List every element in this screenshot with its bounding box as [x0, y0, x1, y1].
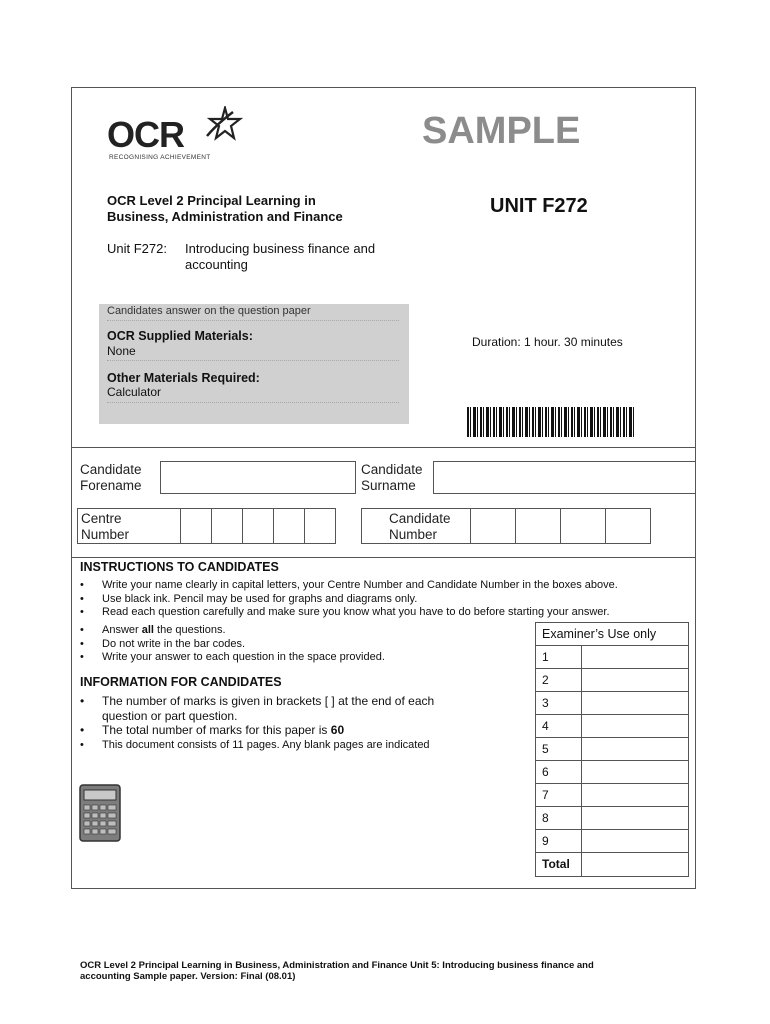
centre-digit-box[interactable] — [273, 508, 305, 544]
information-heading: INFORMATION FOR CANDIDATES — [80, 675, 282, 689]
examiner-total-row — [535, 852, 689, 877]
question-number: 7 — [542, 788, 549, 802]
footer-line-2: accounting Sample paper. Version: Final (08.01) — [80, 971, 296, 982]
surname-label-1: Candidate — [361, 462, 423, 477]
candnum-digit-box[interactable] — [470, 508, 516, 544]
unit-title-line-1: Introducing business finance and — [185, 241, 376, 256]
instruction-item-answer-all: • Answer all the questions. — [72, 624, 512, 638]
examiner-row — [535, 691, 689, 715]
surname-input[interactable] — [433, 461, 695, 494]
candnum-label-box — [361, 508, 471, 544]
surname-label-box — [356, 461, 433, 494]
qualification-title — [107, 193, 343, 225]
instruction-item: • Do not write in the bar codes. — [72, 638, 512, 652]
candnum-label-2: Number — [389, 527, 438, 542]
logo-wordmark: OCR — [107, 114, 184, 155]
examiner-row — [535, 714, 689, 738]
information-list — [72, 694, 512, 752]
ocr-logo — [107, 108, 237, 164]
centre-label-box — [77, 508, 181, 544]
calculator-icon — [79, 784, 121, 842]
surname-label-2: Surname — [361, 478, 416, 493]
candnum-label-1: Candidate — [389, 511, 451, 526]
information-item-pages: • This document consists of 11 pages. Any blank pages are indicated — [72, 738, 512, 753]
examiner-row — [535, 760, 689, 784]
instructions-heading: INSTRUCTIONS TO CANDIDATES — [80, 560, 279, 574]
candnum-digit-box[interactable] — [605, 508, 651, 544]
information-item-total: • The total number of marks for this paper is 60 — [72, 723, 512, 738]
footer — [80, 960, 700, 982]
instruction-item: • Use black ink. Pencil may be used for graphs and diagrams only. — [72, 593, 692, 607]
examiner-row — [535, 829, 689, 853]
examiner-row — [535, 783, 689, 807]
sample-watermark: SAMPLE — [422, 110, 581, 152]
forename-label-1: Candidate — [80, 462, 142, 477]
star-icon — [203, 106, 243, 142]
other-value: Calculator — [107, 385, 162, 399]
candnum-digit-box[interactable] — [560, 508, 606, 544]
footer-line-1: OCR Level 2 Principal Learning in Business, Administration and Finance Unit 5: Introducing business finance and — [80, 960, 594, 971]
materials-box — [99, 304, 409, 424]
question-number: 3 — [542, 696, 549, 710]
candnum-digit-box[interactable] — [515, 508, 561, 544]
examiner-row — [535, 737, 689, 761]
centre-digit-box[interactable] — [304, 508, 336, 544]
examiner-heading: Examiner’s Use only — [542, 627, 657, 641]
question-number: 9 — [542, 834, 549, 848]
forename-label-2: Forename — [80, 478, 142, 493]
examiner-heading-cell — [535, 622, 689, 646]
logo-tagline: RECOGNISING ACHIEVEMENT — [109, 154, 211, 161]
forename-input[interactable] — [160, 461, 356, 494]
supplied-heading: OCR Supplied Materials: — [107, 329, 253, 343]
centre-digit-box[interactable] — [242, 508, 274, 544]
barcode — [467, 407, 634, 437]
supplied-value: None — [107, 344, 136, 358]
question-number: 4 — [542, 719, 549, 733]
information-item-marks: • The number of marks is given in brackets [ ] at the end of each question or part question. — [72, 694, 512, 723]
instruction-item: • Write your answer to each question in the space provided. — [72, 651, 512, 665]
instruction-item: • Read each question carefully and make sure you know what you have to do before starting your answer. — [72, 606, 692, 620]
unit-title-line-2: accounting — [185, 257, 248, 272]
total-label: Total — [542, 857, 570, 871]
question-number: 8 — [542, 811, 549, 825]
centre-label-2: Number — [81, 527, 130, 542]
examiner-row — [535, 668, 689, 692]
qualification-line-2: Business, Administration and Finance — [107, 209, 343, 224]
duration: Duration: 1 hour. 30 minutes — [472, 335, 623, 349]
examiner-row — [535, 806, 689, 830]
examiner-row — [535, 645, 689, 669]
centre-digit-box[interactable] — [211, 508, 243, 544]
instruction-item: • Write your name clearly in capital letters, your Centre Number and Candidate Number in the boxes above. — [72, 579, 692, 593]
materials-note: Candidates answer on the question paper — [107, 305, 311, 317]
unit-title-prefix: Unit F272: — [107, 241, 167, 256]
unit-title — [107, 241, 376, 272]
instructions-list-b — [72, 624, 512, 665]
centre-label-1: Centre — [81, 511, 122, 526]
question-number: 2 — [542, 673, 549, 687]
forename-label-box — [77, 461, 162, 494]
qualification-line-1: OCR Level 2 Principal Learning in — [107, 193, 316, 208]
unit-code: UNIT F272 — [490, 195, 588, 217]
question-number: 1 — [542, 650, 549, 664]
question-number: 5 — [542, 742, 549, 756]
other-heading: Other Materials Required: — [107, 371, 260, 385]
centre-digit-box[interactable] — [180, 508, 212, 544]
question-number: 6 — [542, 765, 549, 779]
instructions-list-a — [72, 579, 692, 620]
